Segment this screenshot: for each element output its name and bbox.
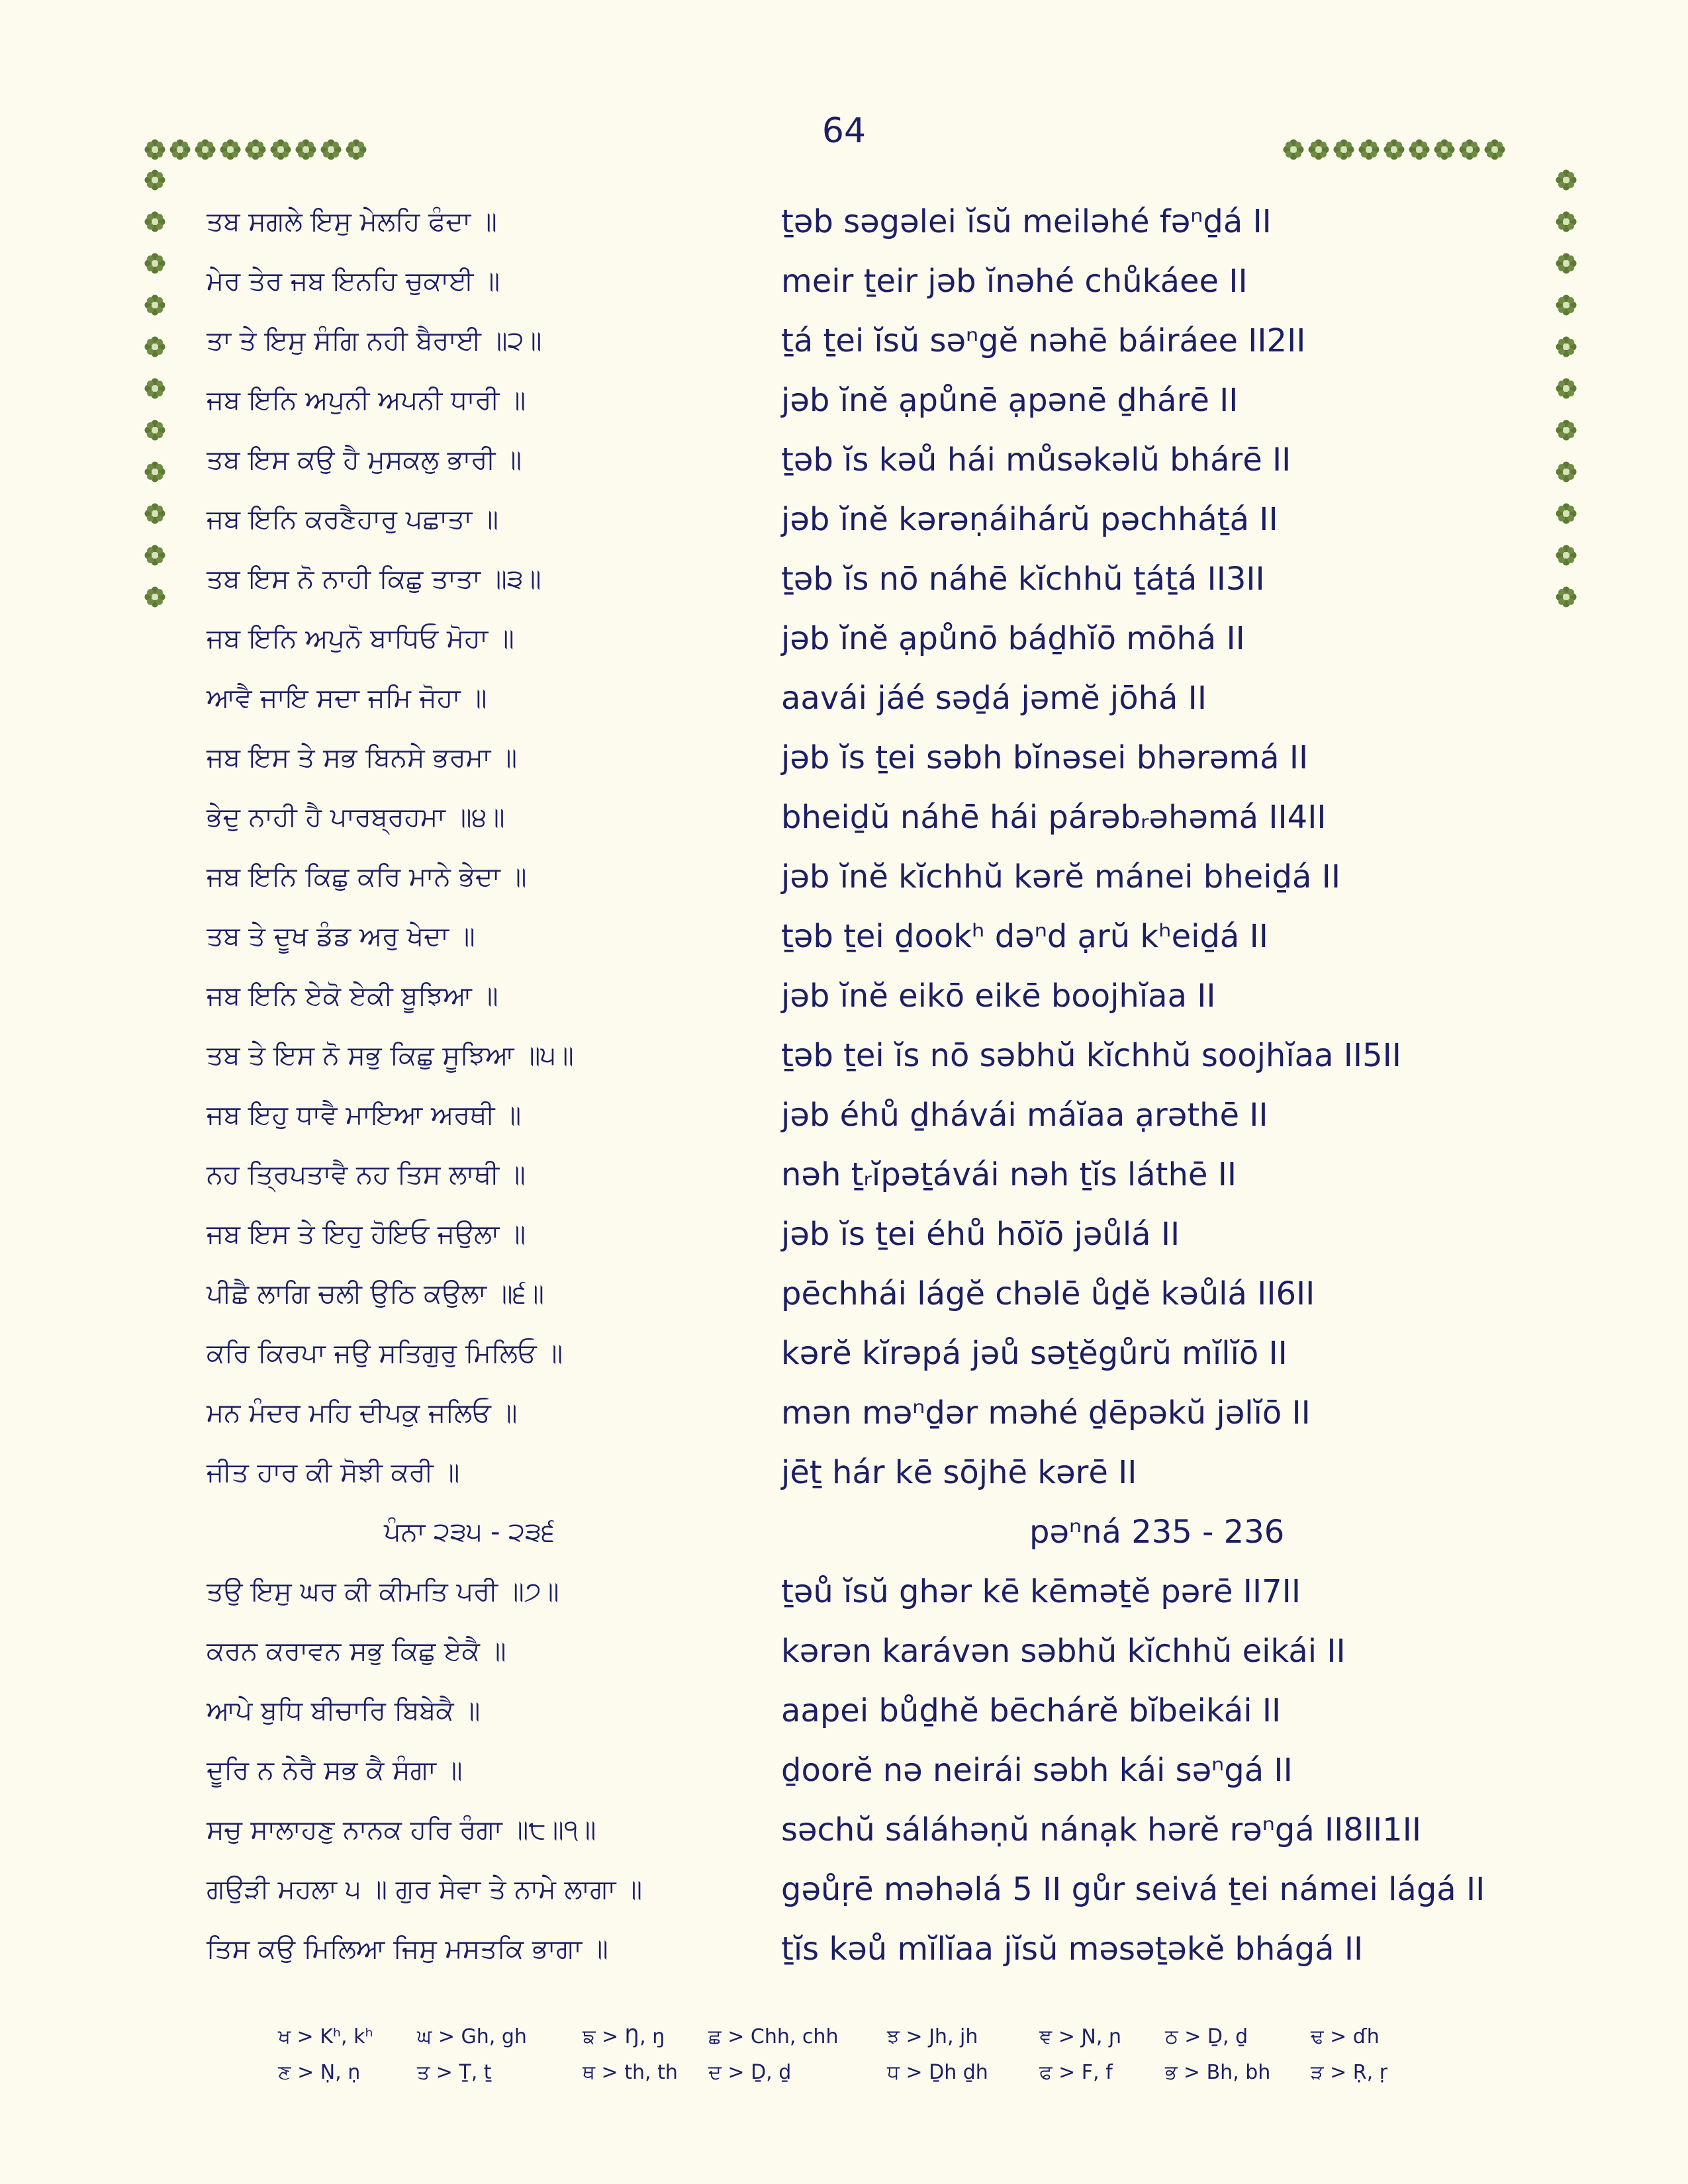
gurmukhi-text: ਕਰਨ ਕਰਾਵਨ ਸਭੁ ਕਿਛੁ ਏਕੈ ॥ xyxy=(207,1636,506,1666)
gurmukhi-text: ਜਬ ਇਸ ਤੇ ਸਭ ਬਿਨਸੇ ਭਰਮਾ ॥ xyxy=(207,743,518,773)
transliteration-text: ṯəb ṯei ĭs nō səbhŭ kĭchhŭ soojhĭaa II5II xyxy=(781,1037,1401,1074)
gurmukhi-text: ਤਬ ਤੇ ਇਸ ਨੋ ਸਭੁ ਕਿਛੁ ਸੂਝਿਆ ॥੫॥ xyxy=(207,1040,574,1071)
transliteration-text: jēṯ hár kē sōjhē kərē II xyxy=(781,1454,1137,1491)
verse-line xyxy=(0,1145,1688,1205)
legend-item: ਧ > Ḏh ḏh xyxy=(887,2061,988,2084)
legend-item: ਦ > Ḏ, ḏ xyxy=(708,2061,792,2084)
legend-item: ਝ > Jh, jh xyxy=(887,2025,978,2048)
gurmukhi-text: ਆਵੈ ਜਾਇ ਸਦਾ ਜਮਿ ਜੋਹਾ ॥ xyxy=(207,683,487,713)
gurmukhi-text: ਭੇਦੁ ਨਾਹੀ ਹੈ ਪਾਰਬ੍ਰਹਮਾ ॥੪॥ xyxy=(207,802,505,833)
flower-ornament-icon xyxy=(1358,139,1380,160)
gurmukhi-text: ਗਉੜੀ ਮਹਲਾ ੫ ॥ ਗੁਰ ਸੇਵਾ ਤੇ ਨਾਮੇ ਲਾਗਾ ॥ xyxy=(207,1874,643,1905)
transliteration-text: meir ṯeir jəb ĭnəhé chůkáee II xyxy=(781,263,1248,300)
gurmukhi-text: ਤਿਸ ਕਉ ਮਿਲਿਆ ਜਿਸੁ ਮਸਤਕਿ ਭਾਗਾ ॥ xyxy=(207,1934,608,1964)
verse-line xyxy=(0,430,1688,490)
transliteration-text: pəⁿná 235 - 236 xyxy=(1029,1514,1285,1551)
verse-line xyxy=(0,371,1688,430)
flower-ornament-icon xyxy=(144,139,165,160)
legend-row xyxy=(278,2061,1470,2097)
transliteration-text: gəůṛē məhəlá 5 II gůr seivá ṯei námei lágá II xyxy=(781,1871,1485,1908)
transliteration-text: nəh ṯᵣĭpəṯávái nəh ṯĭs láthē II xyxy=(781,1156,1237,1193)
flower-ornament-icon xyxy=(1283,139,1304,160)
verse-line xyxy=(0,1264,1688,1324)
gurmukhi-text: ਦੂਰਿ ਨ ਨੇਰੈ ਸਭ ਕੈ ਸੰਗਾ ॥ xyxy=(207,1755,463,1786)
gurmukhi-text: ਜਬ ਇਨਿ ਕਿਛੁ ਕਰਿ ਮਾਨੇ ਭੇਦਾ ॥ xyxy=(207,862,527,892)
transliteration-text: pēchhái lágĕ chəlē ůḏĕ kəůlá II6II xyxy=(781,1275,1315,1312)
gurmukhi-text: ਤਬ ਤੇ ਦੂਖ ਡੰਡ ਅਰੁ ਖੇਦਾ ॥ xyxy=(207,921,475,952)
transliteration-text: ṯĭs kəů mĭlĭaa jĭsŭ məsəṯəkĕ bhágá II xyxy=(781,1931,1364,1968)
flower-ornament-icon xyxy=(1333,139,1354,160)
gurmukhi-text: ਤਬ ਇਸ ਕਉ ਹੈ ਮੁਸਕਲੁ ਭਾਰੀ ॥ xyxy=(207,445,522,475)
verse-line xyxy=(0,668,1688,728)
verse-line xyxy=(0,847,1688,907)
flower-ornament-icon xyxy=(1556,169,1577,191)
gurmukhi-text: ਜੀਤ ਹਾਰ ਕੀ ਸੋਝੀ ਕਰੀ ॥ xyxy=(207,1457,460,1488)
legend-item: ਥ > th, th xyxy=(583,2061,678,2084)
verse-line xyxy=(0,311,1688,371)
gurmukhi-text: ਜਬ ਇਨਿ ਅਪੁਨੋ ਬਾਧਿਓ ਮੋਹਾ ॥ xyxy=(207,623,514,654)
legend-item: ਛ > Chh, chh xyxy=(708,2025,839,2048)
legend-item: ੜ > Ṛ, ṛ xyxy=(1311,2061,1388,2084)
transliteration-text: ṯəb səgəlei ĭsŭ meiləhé fəⁿḏá II xyxy=(781,203,1272,240)
gurmukhi-text: ਜਬ ਇਨਿ ਏਕੋ ਏਕੀ ਬੂਝਿਆ ॥ xyxy=(207,981,498,1011)
gurmukhi-text: ਨਹ ਤ੍ਰਿਪਤਾਵੈ ਨਹ ਤਿਸ ਲਾਥੀ ॥ xyxy=(207,1160,526,1190)
transliteration-text: bheiḏŭ náhē hái párəbᵣəhəmá II4II xyxy=(781,799,1327,836)
legend-item: ਙ > Ŋ, ŋ xyxy=(583,2025,665,2048)
legend-item: ਘ > Gh, gh xyxy=(417,2025,527,2048)
verse-line xyxy=(0,788,1688,847)
transliteration-text: jəb ĭs ṯei səbh bĭnəsei bhərəmá II xyxy=(781,739,1309,776)
transliteration-text: jəb ĭnĕ ạpůnē ạpənē ḏhárē II xyxy=(781,382,1239,419)
gurmukhi-text: ਤਬ ਇਸ ਨੋ ਨਾਹੀ ਕਿਛੁ ਤਾਤਾ ॥੩॥ xyxy=(207,564,541,594)
flower-ornament-icon xyxy=(144,169,165,191)
legend-item: ਢ > ɗh xyxy=(1311,2025,1380,2048)
transliteration-text: jəb ĭnĕ ạpůnō báḏhĭō mōhá II xyxy=(781,620,1245,657)
verse-line xyxy=(0,192,1688,251)
transliteration-text: aapei bůḏhĕ bēchárĕ bĭbeikái II xyxy=(781,1692,1282,1729)
flower-ornament-icon xyxy=(1459,139,1480,160)
legend-item: ਞ > Ɲ, ɲ xyxy=(1039,2025,1122,2048)
transliteration-text: ṯá ṯei ĭsŭ səⁿgĕ nəhē báiráee II2II xyxy=(781,322,1306,359)
gurmukhi-text: ਸਚੁ ਸਾਲਾਹਣੁ ਨਾਨਕ ਹਰਿ ਰੰਗਾ ॥੮॥੧॥ xyxy=(207,1815,596,1845)
legend-item: ਖ > Kʰ, kʰ xyxy=(278,2025,373,2048)
page-reference-line xyxy=(0,1502,1688,1562)
flower-ornament-icon xyxy=(1409,139,1430,160)
transliteration-text: ṯəů ĭsŭ ghər kē kēməṯĕ pərē II7II xyxy=(781,1573,1301,1610)
verse-line xyxy=(0,1621,1688,1681)
gurmukhi-text: ਪੰਨਾ ੨੩੫ - ੨੩੬ xyxy=(384,1517,555,1547)
gurmukhi-text: ਆਪੇ ਬੁਧਿ ਬੀਚਾਰਿ ਬਿਬੇਕੈ ॥ xyxy=(207,1696,481,1726)
transliteration-text: jəb ĭnĕ kərəṇáihárŭ pəchháṯá II xyxy=(781,501,1278,538)
legend-item: ਠ > Ḏ, ḏ xyxy=(1165,2025,1248,2048)
gurmukhi-text: ਜਬ ਇਹੁ ਧਾਵੈ ਮਾਇਆ ਅਰਥੀ ॥ xyxy=(207,1100,522,1130)
verse-line xyxy=(0,907,1688,966)
transliteration-text: mən məⁿḏər məhé ḏēpəkŭ jəlĭō II xyxy=(781,1394,1311,1432)
legend-item: ਭ > Bh, bh xyxy=(1165,2061,1271,2084)
verse-line xyxy=(0,1741,1688,1800)
flower-ornament-icon xyxy=(1484,139,1505,160)
flower-ornament-icon xyxy=(1434,139,1455,160)
verse-line xyxy=(0,251,1688,311)
flower-ornament-icon xyxy=(1383,139,1405,160)
transliteration-text: səchŭ sáláhəṇŭ nánạk hərĕ rəⁿgá II8II1II xyxy=(781,1811,1422,1848)
transliteration-legend xyxy=(278,2025,1470,2097)
legend-item: ਫ > F, f xyxy=(1039,2061,1113,2084)
verse-line xyxy=(0,966,1688,1026)
verse-line xyxy=(0,1026,1688,1085)
verse-line xyxy=(0,1562,1688,1621)
gurmukhi-text: ਕਰਿ ਕਿਰਪਾ ਜਉ ਸਤਿਗੁਰੁ ਮਿਲਿਓ ॥ xyxy=(207,1338,563,1369)
flower-ornament-icon xyxy=(169,139,191,160)
verse-line xyxy=(0,1085,1688,1145)
transliteration-text: aavái jáé səḏá jəmĕ jōhá II xyxy=(781,680,1207,717)
flower-ornament-icon xyxy=(1308,139,1329,160)
verse-line xyxy=(0,549,1688,609)
transliteration-text: jəb ĭnĕ eikō eikē boojhĭaa II xyxy=(781,978,1216,1015)
page-number: 64 xyxy=(821,111,867,151)
transliteration-text: kərən karávən səbhŭ kĭchhŭ eikái II xyxy=(781,1633,1346,1670)
flower-ornament-icon xyxy=(245,139,266,160)
transliteration-text: ṯəb ṯei ḏookʰ dəⁿd ạrŭ kʰeiḏá II xyxy=(781,918,1268,955)
transliteration-text: ṯəb ĭs nō náhē kĭchhŭ ṯáṯá II3II xyxy=(781,561,1265,598)
gurmukhi-text: ਤਉ ਇਸੁ ਘਰ ਕੀ ਕੀਮਤਿ ਪਰੀ ॥੭॥ xyxy=(207,1576,559,1607)
gurmukhi-text: ਮਨ ਮੰਦਰ ਮਹਿ ਦੀਪਕੁ ਜਲਿਓ ॥ xyxy=(207,1398,518,1428)
gurmukhi-text: ਜਬ ਇਨਿ ਕਰਣੈਹਾਰੁ ਪਛਾਤਾ ॥ xyxy=(207,504,498,535)
flower-ornament-icon xyxy=(295,139,316,160)
transliteration-text: ḏoorĕ nə neirái səbh kái səⁿgá II xyxy=(781,1752,1293,1789)
verse-line xyxy=(0,1324,1688,1383)
transliteration-text: ṯəb ĭs kəů hái můsəkəlŭ bhárē II xyxy=(781,441,1291,478)
gurmukhi-text: ਜਬ ਇਨਿ ਅਪੁਨੀ ਅਪਨੀ ਧਾਰੀ ॥ xyxy=(207,385,526,416)
flower-ornament-icon xyxy=(195,139,216,160)
transliteration-text: jəb ĭs ṯei éhů hōĭō jəůlá II xyxy=(781,1216,1180,1253)
transliteration-text: jəb éhů ḏhávái máĭaa ạrəthē II xyxy=(781,1097,1268,1134)
flower-ornament-icon xyxy=(220,139,241,160)
verse-line xyxy=(0,490,1688,549)
flower-ornament-icon xyxy=(320,139,342,160)
legend-item: ਤ > Ṯ, ṯ xyxy=(417,2061,492,2084)
verse-line xyxy=(0,1205,1688,1264)
verse-line xyxy=(0,1919,1688,1979)
verse-line xyxy=(0,609,1688,668)
transliteration-text: kərĕ kĭrəpá jəů səṯĕgůrŭ mĭlĭō II xyxy=(781,1335,1288,1372)
flower-ornament-icon xyxy=(346,139,367,160)
flower-ornament-icon xyxy=(270,139,291,160)
verse-line xyxy=(0,1443,1688,1502)
verse-line xyxy=(0,1860,1688,1919)
legend-item: ਣ > Ṇ, ṇ xyxy=(278,2061,361,2084)
verse-line xyxy=(0,728,1688,788)
legend-row xyxy=(278,2025,1470,2061)
verse-line xyxy=(0,1383,1688,1443)
verse-line xyxy=(0,1681,1688,1741)
gurmukhi-text: ਪੀਛੈ ਲਾਗਿ ਚਲੀ ਉਠਿ ਕਉਲਾ ॥੬॥ xyxy=(207,1279,544,1309)
gurmukhi-text: ਮੇਰ ਤੇਰ ਜਬ ਇਨਹਿ ਚੁਕਾਈ ॥ xyxy=(207,266,500,296)
gurmukhi-text: ਤਬ ਸਗਲੇ ਇਸੁ ਮੇਲਹਿ ਫੰਦਾ ॥ xyxy=(207,206,497,237)
transliteration-text: jəb ĭnĕ kĭchhŭ kərĕ mánei bheiḏá II xyxy=(781,858,1340,895)
gurmukhi-text: ਤਾ ਤੇ ਇਸੁ ਸੰਗਿ ਨਹੀ ਬੈਰਾਈ ॥੨॥ xyxy=(207,326,542,356)
gurmukhi-text: ਜਬ ਇਸ ਤੇ ਇਹੁ ਹੋਇਓ ਜਉਲਾ ॥ xyxy=(207,1219,526,1250)
verse-line xyxy=(0,1800,1688,1860)
